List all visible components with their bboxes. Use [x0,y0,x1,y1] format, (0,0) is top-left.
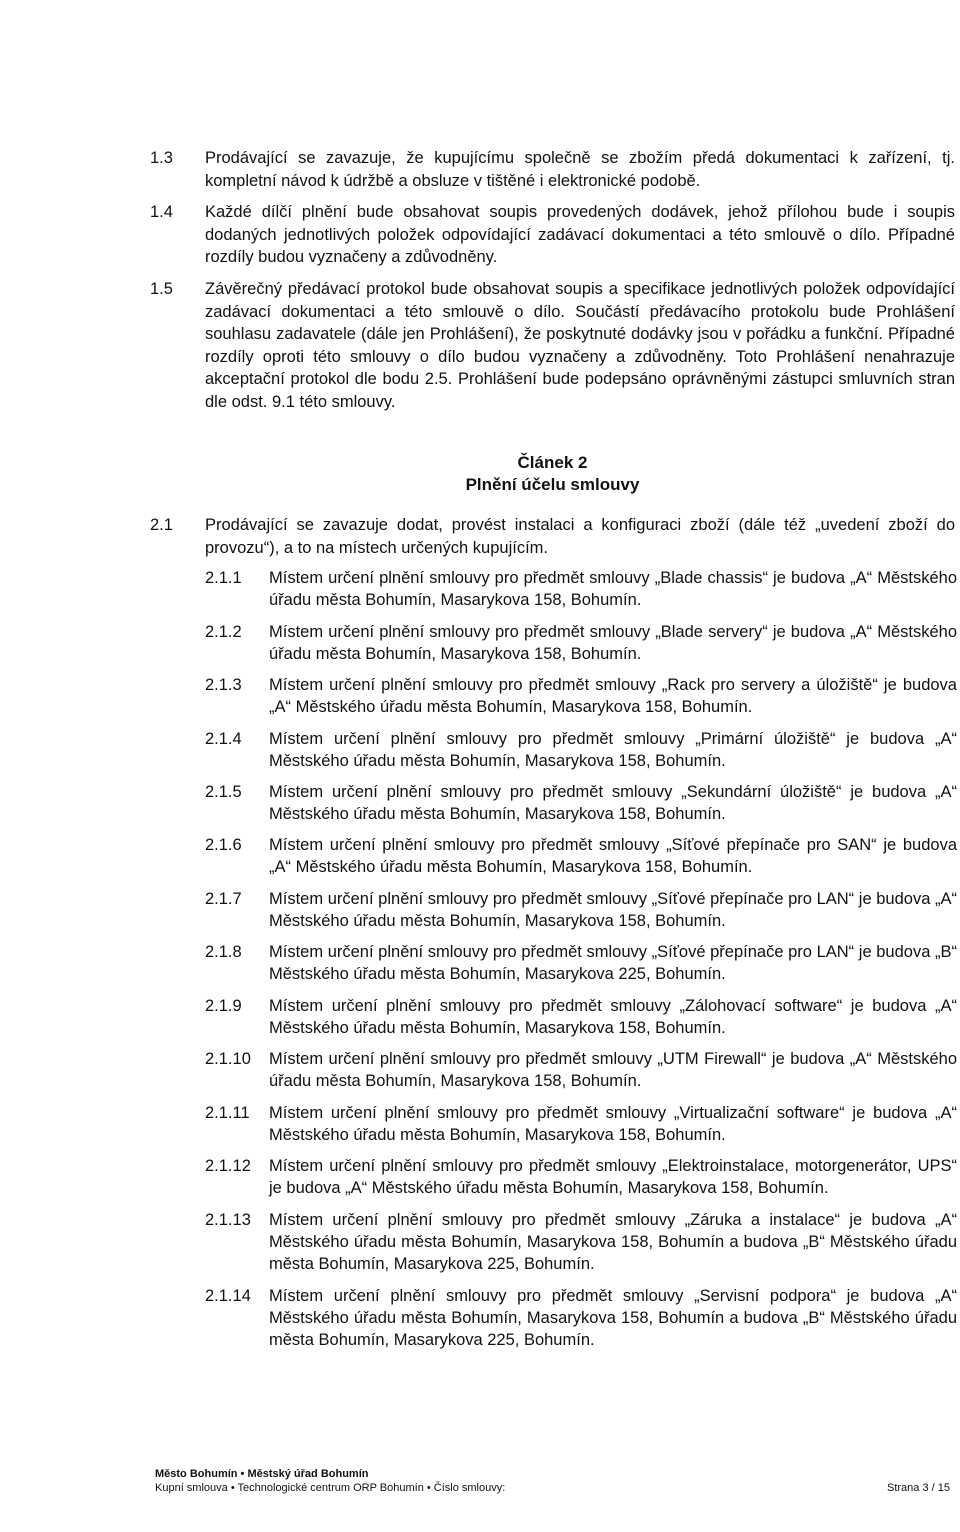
subclause-number: 2.1.3 [205,676,242,694]
page-footer [155,1467,950,1495]
clause-text: Prodávající se zavazuje dodat, provést instalaci a konfiguraci zboží (dále též „uvedení zboží do provozu“), a to na místech určených kupujícím. [205,516,955,557]
footer-organization: Město Bohumín • Městský úřad Bohumín [155,1468,369,1480]
section-1-3 [150,147,955,192]
section-number: 1.4 [150,203,173,221]
section-1-4 [150,201,955,269]
section-number: 1.5 [150,280,173,298]
subclause-text: Místem určení plnění smlouvy pro předmět smlouvy „Rack pro servery a úložiště“ je budova „A“ Městského úřadu města Bohumín, Masarykova 158, Bohumín. [269,676,957,716]
subclause-text: Místem určení plnění smlouvy pro předmět smlouvy „UTM Firewall“ je budova „A“ Městského úřadu města Bohumín, Masarykova 158, Bohumín. [269,1050,957,1090]
subclause-number: 2.1.6 [205,836,242,854]
section-number: 1.3 [150,149,173,167]
subclause-2-1-2 [205,621,957,665]
page-number: Strana 3 / 15 [887,1482,950,1494]
subclause-text: Místem určení plnění smlouvy pro předmět smlouvy „Elektroinstalace, motorgenerátor, UPS“ je budova „A“ Městského úřadu města Bohumín, Masarykova 158, Bohumín. [269,1157,957,1197]
subclause-text: Místem určení plnění smlouvy pro předmět smlouvy „Záruka a instalace“ je budova „A“ Městského úřadu města Bohumín, Masarykova 158, Bohumín a budova „B“ Městského úřadu města Bohumín, Masarykova 225, Bohumín. [269,1211,957,1273]
subclause-number: 2.1.7 [205,890,242,908]
subclause-2-1-14 [205,1285,957,1351]
subclause-number: 2.1.1 [205,569,242,587]
subclause-2-1-5 [205,781,957,825]
subclause-number: 2.1.8 [205,943,242,961]
subclause-2-1-13 [205,1209,957,1275]
subclause-text: Místem určení plnění smlouvy pro předmět smlouvy „Blade servery“ je budova „A“ Městského úřadu města Bohumín, Masarykova 158, Bohumín. [269,623,957,663]
subclause-text: Místem určení plnění smlouvy pro předmět smlouvy „Primární úložiště“ je budova „A“ Městského úřadu města Bohumín, Masarykova 158, Bohumín. [269,730,957,770]
subclause-number: 2.1.4 [205,730,242,748]
section-1-5 [150,278,955,413]
subclause-number: 2.1.14 [205,1287,251,1305]
clause-number: 2.1 [150,516,173,534]
article-subtitle: Plnění účelu smlouvy [465,475,640,494]
subclause-text: Místem určení plnění smlouvy pro předmět smlouvy „Síťové přepínače pro SAN“ je budova „A“ Městského úřadu města Bohumín, Masarykova 158, Bohumín. [269,836,957,876]
subclause-text: Místem určení plnění smlouvy pro předmět smlouvy „Síťové přepínače pro LAN“ je budova „B“ Městského úřadu města Bohumín, Masarykova 225, Bohumín. [269,943,957,983]
subclause-2-1-9 [205,995,957,1039]
subclause-2-1-10 [205,1048,957,1092]
subclause-2-1-8 [205,941,957,985]
subclause-2-1-1 [205,567,957,611]
subclause-2-1-6 [205,834,957,878]
subclause-2-1-4 [205,728,957,772]
subclause-2-1-12 [205,1155,957,1199]
subclause-number: 2.1.13 [205,1211,251,1229]
subclause-text: Místem určení plnění smlouvy pro předmět smlouvy „Zálohovací software“ je budova „A“ Městského úřadu města Bohumín, Masarykova 158, Bohumín. [269,997,957,1037]
footer-contract-info: Kupní smlouva • Technologické centrum ORP Bohumín • Číslo smlouvy: [155,1482,506,1494]
section-text: Závěrečný předávací protokol bude obsahovat soupis a specifikace jednotlivých položek odpovídající zadávací dokumentaci a této smlouvě o dílo. Součástí předávacího protokolu bude Prohlášení souhlasu zadavatele (dále jen Prohlášení), že poskytnuté dodávky jsou v pořádku a funkční. Případné rozdíly oproti této smlouvy o dílo budou vyznačeny a zdůvodněny. Toto Prohlášení nenahrazuje akceptační protokol dle bodu 2.5. Prohlášení bude podepsáno oprávněnými zástupci smluvních stran dle odst. 9.1 této smlouvy. [205,280,955,411]
subclause-number: 2.1.10 [205,1050,251,1068]
subclause-number: 2.1.12 [205,1157,251,1175]
article-heading [150,452,955,496]
article-title: Článek 2 [517,453,588,472]
subclause-text: Místem určení plnění smlouvy pro předmět smlouvy „Sekundární úložiště“ je budova „A“ Městského úřadu města Bohumín, Masarykova 158, Bohumín. [269,783,957,823]
subclause-number: 2.1.2 [205,623,242,641]
subclause-number: 2.1.11 [205,1104,250,1122]
clause-2-1 [150,514,955,559]
section-text: Každé dílčí plnění bude obsahovat soupis provedených dodávek, jehož přílohou bude i soupis dodaných jednotlivých položek odpovídající zadávací dokumentaci a této smlouvě o dílo. Případné rozdíly budou vyznačeny a zdůvodněny. [205,203,955,266]
subclause-text: Místem určení plnění smlouvy pro předmět smlouvy „Blade chassis“ je budova „A“ Městského úřadu města Bohumín, Masarykova 158, Bohumín. [269,569,957,609]
subclause-text: Místem určení plnění smlouvy pro předmět smlouvy „Servisní podpora“ je budova „A“ Městského úřadu města Bohumín, Masarykova 158, Bohumín a budova „B“ Městského úřadu města Bohumín, Masarykova 225, Bohumín. [269,1287,957,1349]
subclause-number: 2.1.5 [205,783,242,801]
subclause-number: 2.1.9 [205,997,242,1015]
subclause-2-1-7 [205,888,957,932]
subclause-2-1-3 [205,674,957,718]
subclause-text: Místem určení plnění smlouvy pro předmět smlouvy „Síťové přepínače pro LAN“ je budova „A“ Městského úřadu města Bohumín, Masarykova 158, Bohumín. [269,890,957,930]
subclause-text: Místem určení plnění smlouvy pro předmět smlouvy „Virtualizační software“ je budova „A“ Městského úřadu města Bohumín, Masarykova 158, Bohumín. [269,1104,957,1144]
subclause-2-1-11 [205,1102,957,1146]
section-text: Prodávající se zavazuje, že kupujícímu společně se zbožím předá dokumentaci k zařízení, tj. kompletní návod k údržbě a obsluze v tištěné i elektronické podobě. [205,149,955,190]
